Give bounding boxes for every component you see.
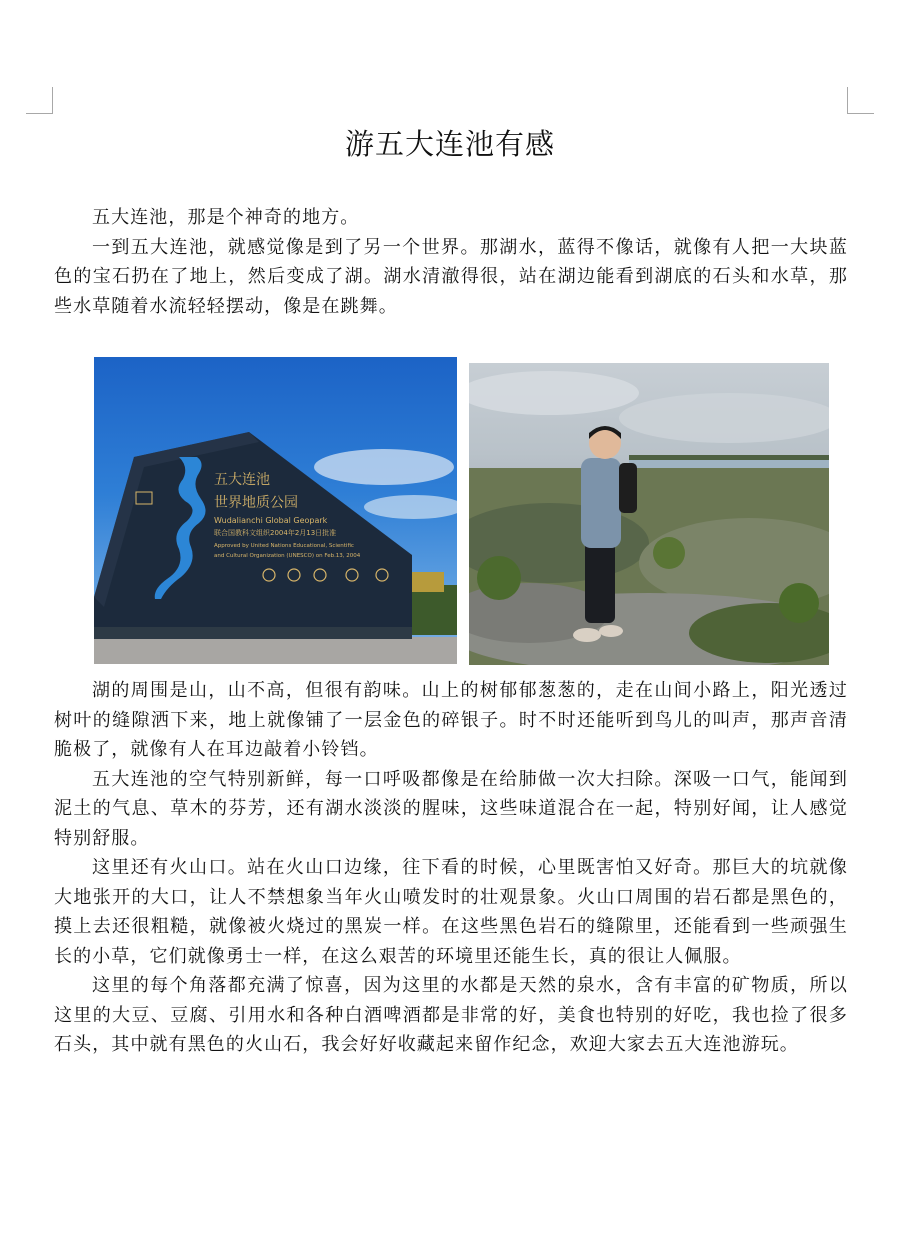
sign-title-line2: 世界地质公园	[214, 495, 298, 511]
paragraph: 五大连池的空气特别新鲜，每一口呼吸都像是在给肺做一次大扫除。深吸一口气，能闻到泥土的气息、草木的芬芳，还有湖水淡淡的腥味，这些味道混合在一起，特别好闻，让人感觉特别舒服。	[54, 768, 848, 849]
geopark-sign-photo	[94, 357, 457, 664]
paragraph: 这里还有火山口。站在火山口边缘，往下看的时候，心里既害怕又好奇。那巨大的坑就像大地张开的大口，让人不禁想象当年火山喷发时的壮观景象。火山口周围的岩石都是黑色的，摸上去还很粗糙，就像被火烧过的黑炭一样。在这些黑色岩石的缝隙里，还能看到一些顽强生长的小草，它们就像勇士一样，在这么艰苦的环境里还能生长，真的很让人佩服。	[54, 857, 848, 967]
paragraph: 五大连池，那是个神奇的地方。	[92, 207, 360, 228]
paragraph: 一到五大连池，就感觉像是到了另一个世界。那湖水，蓝得不像话，就像有人把一大块蓝色的宝石扔在了地上，然后变成了湖。湖水清澈得很，站在湖边能看到湖底的石头和水草，那些水草随着水流轻轻摆动，像是在跳舞。	[54, 236, 848, 317]
sign-english-title: Wudalianchi Global Geopark	[214, 516, 328, 525]
crop-mark-top-right	[847, 87, 874, 114]
sign-approval-cn: 联合国教科文组织2004年2月13日批准	[214, 529, 337, 537]
sign-approval-en-1: Approved by United Nations Educational, Scientific	[214, 543, 354, 549]
boy-lava-field-photo	[469, 363, 829, 665]
paragraph: 湖的周围是山，山不高，但很有韵味。山上的树郁郁葱葱的，走在山间小路上，阳光透过树叶的缝隙洒下来，地上就像铺了一层金色的碎银子。时不时还能听到鸟儿的叫声，那声音清脆极了，就像有人在耳边敲着小铃铛。	[54, 680, 848, 760]
crop-mark-top-left	[26, 87, 53, 114]
text-block-bottom	[54, 676, 848, 1060]
sign-approval-en-2: and Cultural Organization (UNESCO) on Feb.13, 2004	[214, 553, 361, 559]
document-title: 游五大连池有感	[344, 127, 555, 161]
sign-title-line1: 五大连池	[214, 472, 270, 488]
text-block-top	[54, 203, 848, 321]
lava-field-illustration	[469, 363, 829, 665]
geopark-sign-illustration	[94, 357, 457, 664]
paragraph: 这里的每个角落都充满了惊喜，因为这里的水都是天然的泉水，含有丰富的矿物质，所以这里的大豆、豆腐、引用水和各种白酒啤酒都是非常的好，美食也特别的好吃，我也捡了很多石头，其中就有黑色的火山石，我会好好收藏起来留作纪念，欢迎大家去五大连池游玩。	[54, 975, 848, 1055]
